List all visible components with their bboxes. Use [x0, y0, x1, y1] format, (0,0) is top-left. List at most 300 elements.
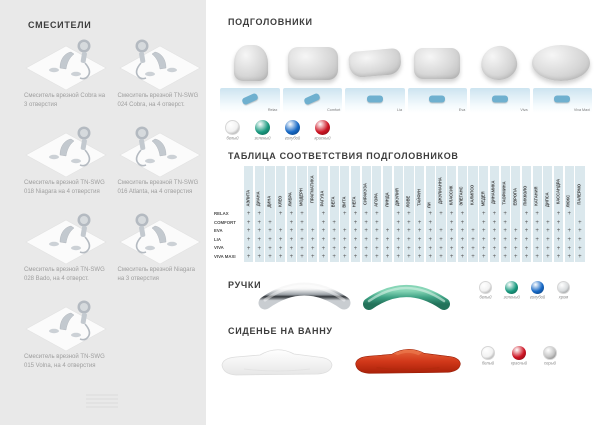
compat-cell: + — [417, 219, 422, 226]
compat-column-header-text: НЕГА — [353, 196, 358, 208]
compat-cell: + — [556, 219, 561, 226]
compat-cell: + — [268, 219, 272, 226]
compat-column — [372, 166, 381, 262]
color-dot — [285, 120, 300, 135]
compat-column-header — [458, 166, 467, 210]
compat-cell: + — [300, 237, 304, 244]
compat-column — [447, 166, 456, 262]
compat-column — [554, 166, 563, 262]
compat-cell: + — [278, 211, 283, 218]
color-dot-label: голубой — [284, 137, 301, 142]
compat-cell: + — [449, 211, 454, 218]
compat-cell: + — [503, 237, 507, 244]
compat-cell: + — [407, 211, 411, 218]
compat-column-header — [330, 166, 339, 210]
compat-column — [479, 166, 488, 262]
compat-cell: + — [428, 254, 433, 261]
color-dot — [255, 120, 270, 135]
compat-cell: + — [396, 211, 400, 218]
color-dot-label: белый — [479, 296, 492, 301]
mixer-caption: Смеситель врезной Cobra на 3 отверстия — [24, 93, 106, 108]
color-dot — [543, 346, 557, 360]
compat-cell: + — [246, 237, 251, 244]
mixer-card — [24, 295, 109, 371]
mixer-image — [118, 208, 203, 264]
mixer-caption: Смеситель врезной TN-SWG 015 Volna, на 4 отверстия — [24, 354, 105, 369]
compat-cell — [511, 210, 520, 219]
compat-cell: + — [556, 228, 561, 235]
mixer-caption: Смеситель врезной Niagara на 3 отверстия — [117, 267, 195, 282]
compat-cell: + — [310, 237, 315, 244]
compat-cell: + — [407, 228, 411, 235]
compat-cell: + — [524, 245, 529, 252]
compat-cell: + — [524, 237, 529, 244]
compat-column-header — [468, 166, 477, 210]
compat-column-header — [265, 166, 274, 210]
color-dot-label: белый — [481, 362, 495, 367]
color-dot-item — [310, 120, 335, 143]
headrest-shape — [532, 45, 590, 81]
compat-column-header-text: КАТАНИЯ — [535, 186, 540, 206]
compat-cell: + — [492, 254, 497, 261]
color-dot-label: красный — [314, 137, 331, 142]
compat-cell: + — [471, 228, 475, 235]
compat-column-header — [554, 166, 563, 210]
compat-column — [265, 166, 274, 262]
compat-cell: + — [385, 228, 390, 235]
headrest-thumb — [533, 88, 593, 113]
compat-cell: + — [449, 219, 454, 226]
compat-cell — [276, 219, 285, 228]
compat-cell: + — [364, 237, 368, 244]
compat-column-header — [426, 166, 435, 210]
color-dot-item — [250, 120, 275, 143]
headrests-title: ПОДГОЛОВНИКИ — [228, 17, 313, 27]
compat-cell: + — [343, 228, 347, 235]
compat-cell: + — [567, 211, 571, 218]
compat-cell: + — [385, 245, 390, 252]
compat-cell — [415, 210, 424, 219]
compat-column — [458, 166, 467, 262]
compat-columns — [244, 166, 585, 262]
compat-cell: + — [385, 254, 390, 261]
compat-cell: + — [514, 237, 518, 244]
compat-cell: + — [268, 245, 272, 252]
compat-cell: + — [268, 254, 272, 261]
compat-column — [533, 166, 542, 262]
compat-column-header-text: ПРАГМАТИКА — [310, 175, 315, 204]
color-dot — [479, 281, 492, 294]
compat-column — [297, 166, 306, 262]
compat-column-header — [543, 166, 552, 210]
compat-column — [501, 166, 510, 262]
compat-cell: + — [535, 237, 539, 244]
compat-column-header-text: ДЖУЛИЯ — [396, 188, 401, 206]
color-dot-label: хром — [558, 296, 569, 301]
compat-column — [565, 166, 574, 262]
compat-cell: + — [449, 254, 454, 261]
compat-cell: + — [310, 254, 315, 261]
headrest-thumb-label: Viva Maxi — [573, 108, 590, 112]
compat-column — [276, 166, 285, 262]
compat-cell: + — [417, 245, 422, 252]
headrest-thumb-label: Viva — [520, 108, 528, 112]
compat-row-label: COMFORT — [214, 220, 236, 226]
compat-cell: + — [310, 245, 315, 252]
compat-cell: + — [535, 228, 539, 235]
compat-column-header-text: ТАОРМИНА — [503, 181, 508, 205]
mixer-card — [118, 121, 203, 197]
headrest-shape — [414, 48, 460, 79]
compat-cell: + — [353, 211, 358, 218]
compat-column — [404, 166, 413, 262]
color-dot-label: зеленый — [503, 296, 520, 301]
compat-cell: + — [407, 254, 411, 261]
compat-cell: + — [396, 237, 400, 244]
compat-cell: + — [321, 245, 326, 252]
compat-cell — [330, 210, 339, 219]
compat-cell: + — [460, 245, 465, 252]
compat-column-header-text: КАССАНДРА — [556, 178, 561, 205]
compat-cell: + — [300, 245, 304, 252]
compat-column-header — [287, 166, 296, 210]
compat-cell — [265, 210, 274, 219]
compat-cell: + — [439, 237, 443, 244]
compat-cell: + — [246, 211, 251, 218]
compat-column — [244, 166, 253, 262]
compat-column — [490, 166, 499, 262]
compat-cell — [468, 219, 477, 228]
color-dot-label: белый — [226, 137, 239, 142]
color-dot-label: серый — [544, 362, 556, 367]
headrest-shape — [348, 48, 402, 78]
compat-column-header-text: ПИККОЛО — [524, 185, 529, 206]
headrest-thumb-pill — [429, 96, 445, 103]
compat-cell: + — [460, 228, 465, 235]
compat-cell: + — [428, 237, 433, 244]
color-dot-label: красный — [510, 362, 528, 367]
compat-cell: + — [546, 245, 550, 252]
compat-cell: + — [332, 237, 336, 244]
compat-cell: + — [449, 245, 454, 252]
compat-cell: + — [396, 254, 400, 261]
color-dot-label: зеленый — [254, 137, 271, 142]
mixers-title: СМЕСИТЕЛИ — [28, 20, 92, 30]
compat-column-header-text: ТАЙФУН — [417, 189, 422, 207]
compat-cell: + — [289, 219, 294, 226]
compat-cell: + — [556, 254, 561, 261]
compat-cell: + — [439, 228, 443, 235]
mixer-image — [24, 295, 109, 351]
compat-column-header-text: ДЖУЛИАННА — [438, 177, 444, 204]
compat-column — [308, 166, 317, 262]
color-dot-item — [280, 120, 305, 143]
compat-cell — [308, 210, 317, 219]
compat-cell: + — [439, 245, 443, 252]
color-dot — [225, 120, 240, 135]
compat-column — [255, 166, 264, 262]
compat-cell: + — [246, 219, 251, 226]
compat-cell: + — [353, 245, 358, 252]
mixer-caption: Смеситель врезной TN-SWG 018 Niagara на 4 отверстия — [24, 180, 105, 195]
compat-cell: + — [524, 228, 529, 235]
compat-cell: + — [353, 219, 358, 226]
compat-column-header-text: МОДЕРН — [299, 187, 305, 206]
compat-cell: + — [578, 228, 582, 235]
compat-cell: + — [503, 219, 507, 226]
color-dot — [315, 120, 330, 135]
compat-column — [383, 166, 392, 262]
mixer-card — [118, 34, 203, 110]
compat-cell: + — [460, 254, 465, 261]
compat-cell: + — [375, 228, 379, 235]
headrest-thumb-pill — [304, 93, 321, 106]
compat-cell: + — [535, 211, 539, 218]
compat-column — [511, 166, 520, 262]
compat-cell: + — [471, 245, 475, 252]
headrest-shape-slot — [344, 40, 406, 86]
compat-cell: + — [375, 245, 379, 252]
compat-cell: + — [492, 237, 497, 244]
compat-cell: + — [460, 237, 465, 244]
compat-column-header-text: ЛИБРА — [289, 192, 294, 207]
compat-table-title: ТАБЛИЦА СООТВЕТСТВИЯ ПОДГОЛОВНИКОВ — [228, 151, 459, 161]
mixer-card — [24, 121, 109, 197]
compat-cell: + — [343, 245, 347, 252]
compat-cell: + — [492, 211, 497, 218]
color-dot-item — [500, 281, 523, 302]
compat-cell — [543, 210, 552, 219]
compat-column-header-text: АЭЛИТА — [246, 189, 251, 207]
color-dot-item — [552, 281, 575, 302]
compat-column — [522, 166, 531, 262]
compat-cell: + — [375, 254, 379, 261]
compat-cell: + — [514, 245, 518, 252]
compat-cell: + — [268, 237, 272, 244]
compat-column — [330, 166, 339, 262]
color-dot-item — [538, 346, 562, 368]
compat-column — [351, 166, 360, 262]
compat-cell: + — [364, 254, 368, 261]
compat-column — [415, 166, 424, 262]
headrest-thumb-label: Comfort — [326, 108, 340, 112]
compat-column — [426, 166, 435, 262]
compat-column-header-text: ДИНАМИКА — [492, 180, 497, 205]
compat-column — [543, 166, 552, 262]
compat-cell: + — [471, 254, 475, 261]
compat-cell: + — [246, 228, 251, 235]
headrest-shapes-row — [220, 40, 592, 86]
compat-column-header — [479, 166, 488, 210]
compat-table — [214, 166, 588, 262]
color-dot — [505, 281, 518, 294]
compat-cell: + — [257, 254, 262, 261]
headrest-thumbs-row — [220, 88, 592, 113]
compat-cell: + — [353, 254, 358, 261]
compat-column — [340, 166, 349, 262]
compat-row-label: RELAX — [214, 212, 229, 217]
compat-cell: + — [449, 228, 454, 235]
compat-cell: + — [481, 228, 486, 235]
headrest-thumb-pill — [554, 96, 570, 103]
compat-cell: + — [428, 219, 433, 226]
compat-cell — [383, 210, 392, 219]
handle-colors — [474, 281, 575, 302]
compat-cell: + — [289, 245, 294, 252]
compat-row-labels — [214, 210, 244, 262]
mixer-image — [118, 121, 203, 177]
compat-cell — [308, 219, 317, 228]
compat-column-header — [447, 166, 456, 210]
compat-cell — [383, 219, 392, 228]
compat-column — [362, 166, 371, 262]
compat-cell: + — [257, 237, 262, 244]
compat-column-header-text: ЛОВЕ — [406, 195, 411, 208]
headrest-shape-slot — [282, 40, 344, 86]
headrest-thumb-label: Eva — [458, 108, 465, 112]
compat-cell: + — [375, 211, 379, 218]
compat-cell: + — [321, 228, 326, 235]
compat-column-header-text: КАЛИПСО — [470, 184, 476, 206]
color-dot — [512, 346, 526, 360]
compat-cell: + — [578, 254, 582, 261]
compat-column-header-text: ДИНА — [267, 195, 273, 208]
compat-column — [436, 166, 445, 262]
compat-cell: + — [321, 219, 326, 226]
compat-row-label: LIA — [214, 237, 221, 243]
compat-column-header — [522, 166, 531, 210]
headrest-shape — [234, 45, 268, 81]
compat-cell: + — [375, 237, 379, 244]
compat-cell: + — [546, 219, 550, 226]
mixer-image — [24, 34, 109, 90]
compat-cell: + — [578, 245, 582, 252]
color-dot-item — [220, 120, 245, 143]
headrest-thumb — [345, 88, 405, 113]
compat-column-header-text: ЭЛЕГАНС — [460, 186, 465, 206]
compat-column-header-text: ПАЛЕРМО — [577, 184, 582, 206]
compat-cell: + — [332, 245, 336, 252]
compat-column — [394, 166, 403, 262]
compat-cell: + — [396, 219, 400, 226]
headrest-thumb-label: Lia — [397, 108, 403, 112]
compat-cell — [511, 219, 520, 228]
color-dot-item — [476, 346, 500, 368]
compat-cell: + — [492, 245, 497, 252]
compat-cell: + — [492, 219, 497, 226]
compat-cell: + — [321, 254, 326, 261]
compat-cell: + — [578, 219, 582, 226]
color-dot — [557, 281, 570, 294]
compat-cell: + — [481, 237, 486, 244]
headrest-colors — [220, 120, 335, 143]
headrest-shape — [479, 44, 519, 83]
compat-cell: + — [428, 211, 433, 218]
color-dot-label: голубой — [529, 296, 546, 301]
compat-cell: + — [364, 245, 368, 252]
compat-cell: + — [417, 254, 422, 261]
compat-column-header — [276, 166, 285, 210]
mixer-card — [24, 208, 109, 284]
compat-cell: + — [310, 228, 315, 235]
compat-cell: + — [556, 237, 561, 244]
compat-cell: + — [439, 254, 443, 261]
compat-cell: + — [300, 228, 304, 235]
compat-cell: + — [481, 211, 486, 218]
compat-cell: + — [353, 228, 358, 235]
compat-column-header — [415, 166, 424, 210]
headrest-thumb-pill — [241, 93, 258, 106]
compat-cell: + — [278, 245, 283, 252]
compat-cell: + — [417, 228, 422, 235]
compat-cell: + — [289, 237, 294, 244]
headrest-shape-slot — [220, 40, 282, 86]
compat-column-header-text: ВИТА — [342, 196, 347, 208]
seat-red — [348, 337, 468, 388]
compat-cell — [565, 219, 574, 228]
compat-cell: + — [524, 254, 529, 261]
compat-cell: + — [407, 237, 411, 244]
compat-cell: + — [300, 254, 304, 261]
compat-cell: + — [428, 245, 433, 252]
compat-column-header — [383, 166, 392, 210]
compat-column — [287, 166, 296, 262]
compat-cell: + — [449, 237, 454, 244]
compat-column-header — [362, 166, 371, 210]
compat-cell: + — [321, 237, 326, 244]
compat-column-header — [575, 166, 584, 210]
compat-cell: + — [364, 228, 368, 235]
color-dot — [481, 346, 495, 360]
mixer-caption: Смеситель врезной TN-SWG 016 Atlanta, на 4 отверстия — [117, 180, 199, 195]
compat-cell: + — [396, 228, 400, 235]
compat-cell: + — [246, 245, 251, 252]
compat-cell: + — [278, 254, 283, 261]
compat-cell: + — [481, 254, 486, 261]
compat-cell: + — [481, 219, 486, 226]
mixers-grid — [24, 34, 202, 371]
compat-cell: + — [257, 245, 262, 252]
compat-cell: + — [343, 237, 347, 244]
compat-column-header — [490, 166, 499, 210]
compat-cell — [340, 219, 349, 228]
compat-column-header — [319, 166, 328, 210]
compat-column — [575, 166, 584, 262]
compat-column-header — [340, 166, 349, 210]
compat-column-header-text: АГОРА — [374, 193, 379, 207]
compat-cell: + — [246, 254, 251, 261]
compat-column-header — [565, 166, 574, 210]
headrest-thumb — [408, 88, 468, 113]
compat-column-header — [501, 166, 510, 210]
compat-cell: + — [343, 211, 347, 218]
compat-cell: + — [396, 245, 400, 252]
compat-cell: + — [535, 219, 539, 226]
compat-cell: + — [300, 211, 304, 218]
compat-row-label: EVA — [214, 229, 223, 234]
compat-cell: + — [375, 219, 379, 226]
compat-column-header — [404, 166, 413, 210]
compat-cell: + — [524, 211, 529, 218]
compat-cell: + — [332, 228, 336, 235]
headrest-thumb — [220, 88, 280, 113]
compat-column-header-text: ЛЮКС — [567, 194, 572, 208]
compat-cell: + — [567, 228, 571, 235]
compat-column-header-text: МЕДЕЯ — [481, 191, 486, 207]
compat-cell: + — [546, 228, 550, 235]
color-dot — [531, 281, 544, 294]
compat-cell: + — [385, 237, 390, 244]
